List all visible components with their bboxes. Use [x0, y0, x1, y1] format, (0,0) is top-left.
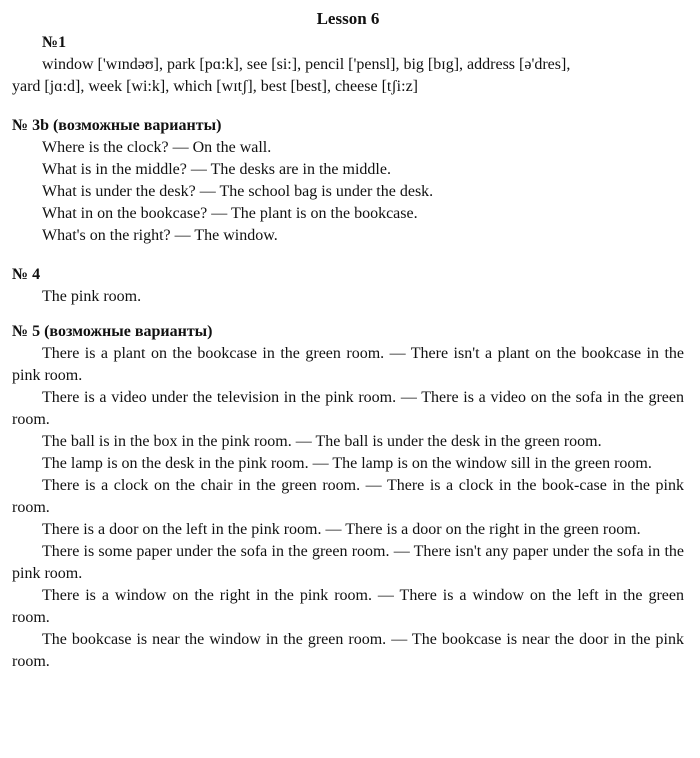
section-3b-line-4: What in on the bookcase? — The plant is on the bookcase.	[42, 205, 418, 222]
section-1-line-1: window ['wɪndəʊ], park [pɑ:k], see [si:], pencil ['pensl], big [bɪg], address [ə'dres],	[42, 56, 571, 73]
section-3b-line-1: Where is the clock? — On the wall.	[42, 139, 272, 156]
section-1-heading: №1	[42, 34, 67, 51]
section-3b-line-5: What's on the right? — The window.	[42, 227, 278, 244]
section-5-paragraph-2: There is a video under the television in the pink room. — There is a video on the sofa in the green room.	[12, 389, 684, 428]
section-5-paragraph-6: There is a door on the left in the pink room. — There is a door on the right in the green room.	[42, 521, 641, 538]
section-5	[12, 321, 684, 673]
section-5-paragraph-1: There is a plant on the bookcase in the green room. — There isn't a plant on the bookcase in the pink room.	[12, 345, 684, 384]
section-3b-heading: № 3b (возможные варианты)	[12, 117, 222, 134]
section-1-line-2: yard [jɑ:d], week [wi:k], which [wɪtʃ], best [best], cheese [tʃi:z]	[12, 78, 418, 95]
section-5-paragraph-8: There is a window on the right in the pink room. — There is a window on the left in the green room.	[12, 587, 684, 626]
section-5-paragraph-9: The bookcase is near the window in the green room. — The bookcase is near the door in the pink room.	[12, 631, 684, 670]
section-3b-line-2: What is in the middle? — The desks are in the middle.	[42, 161, 391, 178]
section-5-paragraph-4: The lamp is on the desk in the pink room. — The lamp is on the window sill in the green room.	[42, 455, 652, 472]
section-5-heading: № 5 (возможные варианты)	[12, 323, 213, 340]
section-5-paragraph-3: The ball is in the box in the pink room. — The ball is under the desk in the green room.	[42, 433, 602, 450]
section-4-heading: № 4	[12, 266, 41, 283]
section-3b	[12, 115, 684, 247]
section-3b-line-3: What is under the desk? — The school bag is under the desk.	[42, 183, 434, 200]
lesson-title: Lesson 6	[316, 9, 380, 28]
section-4	[12, 264, 684, 308]
section-5-paragraph-7: There is some paper under the sofa in the green room. — There isn't any paper under the sofa in the pink room.	[12, 543, 684, 582]
section-1	[12, 32, 684, 98]
section-4-line-1: The pink room.	[42, 288, 142, 305]
document-page	[12, 8, 684, 673]
section-5-paragraph-5: There is a clock on the chair in the green room. — There is a clock in the book-case in the pink room.	[12, 477, 684, 516]
